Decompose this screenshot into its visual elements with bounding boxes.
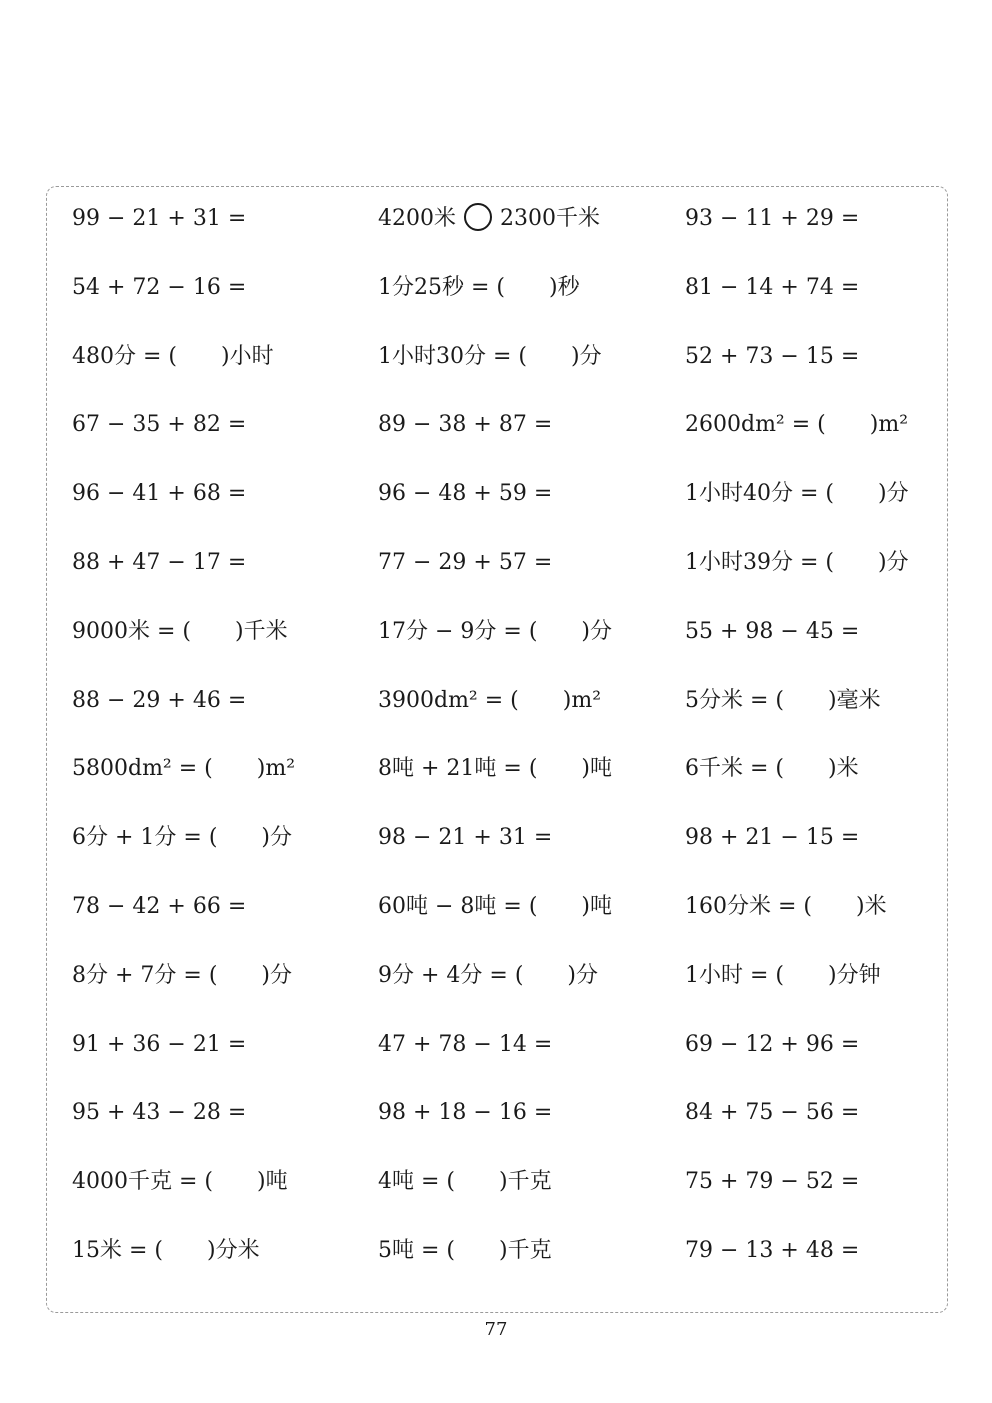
- problem-item: 6分 + 1分 = ( )分: [72, 825, 293, 851]
- problem-item: 77 − 29 + 57 =: [378, 549, 553, 575]
- problem-item: 8吨 + 21吨 = ( )吨: [378, 756, 612, 782]
- problem-item: 96 − 48 + 59 =: [378, 481, 553, 507]
- problem-row: [72, 1084, 952, 1153]
- problem-item: 99 − 21 + 31 =: [72, 206, 247, 231]
- problem-item: 4吨 = ( )千克: [378, 1169, 552, 1195]
- problem-row: [72, 809, 952, 878]
- problem-row: [72, 396, 952, 465]
- problem-row: [72, 740, 952, 809]
- problem-item: 480分 = ( )小时: [72, 343, 274, 369]
- problem-item: 79 − 13 + 48 =: [685, 1237, 860, 1263]
- problem-item: 69 − 12 + 96 =: [685, 1031, 860, 1057]
- problem-item: 93 − 11 + 29 =: [685, 206, 860, 231]
- problem-item: 55 + 98 − 45 =: [685, 618, 860, 644]
- problem-row: [72, 465, 952, 534]
- comparison-left: 4200米: [378, 206, 456, 231]
- problem-item: 88 + 47 − 17 =: [72, 549, 247, 575]
- problem-item: 81 − 14 + 74 =: [685, 274, 860, 300]
- problem-row: [72, 534, 952, 603]
- problem-row: [72, 1222, 952, 1291]
- problem-row: [72, 672, 952, 741]
- problem-item: 1小时40分 = ( )分: [685, 481, 909, 507]
- comparison-circle-blank[interactable]: [464, 203, 492, 231]
- problem-item: 1小时30分 = ( )分: [378, 343, 602, 369]
- problem-item: 17分 − 9分 = ( )分: [378, 618, 612, 644]
- problem-item: 84 + 75 − 56 =: [685, 1100, 860, 1126]
- problem-item: 89 − 38 + 87 =: [378, 412, 553, 438]
- problem-item: 98 + 21 − 15 =: [685, 825, 860, 851]
- problem-item: 5分米 = ( )毫米: [685, 687, 881, 713]
- problem-item: 88 − 29 + 46 =: [72, 687, 247, 713]
- problem-item: 78 − 42 + 66 =: [72, 893, 247, 919]
- problem-item: 67 − 35 + 82 =: [72, 412, 247, 438]
- problem-item: 98 + 18 − 16 =: [378, 1100, 553, 1126]
- problem-item: 3900dm² = ( )m²: [378, 687, 602, 713]
- problem-item: 8分 + 7分 = ( )分: [72, 962, 293, 988]
- problem-item: 160分米 = ( )米: [685, 893, 887, 919]
- problem-row: [72, 328, 952, 397]
- problem-row: [72, 603, 952, 672]
- problem-row: [72, 1016, 952, 1085]
- problem-item: 1分25秒 = ( )秒: [378, 274, 580, 300]
- problem-item: 91 + 36 − 21 =: [72, 1031, 247, 1057]
- problem-row: [72, 1153, 952, 1222]
- problem-item: 54 + 72 − 16 =: [72, 274, 247, 300]
- problem-item: 96 − 41 + 68 =: [72, 481, 247, 507]
- problem-item: 5800dm² = ( )m²: [72, 756, 296, 782]
- problem-item: 75 + 79 − 52 =: [685, 1169, 860, 1195]
- problem-item: 9000米 = ( )千米: [72, 618, 288, 644]
- comparison-right: 2300千米: [500, 206, 600, 231]
- problem-item: 9分 + 4分 = ( )分: [378, 962, 599, 988]
- problem-item: 47 + 78 − 14 =: [378, 1031, 553, 1057]
- page-number: 77: [484, 1319, 508, 1340]
- problem-row: [72, 878, 952, 947]
- problem-grid: [72, 190, 952, 1291]
- problem-item: 60吨 − 8吨 = ( )吨: [378, 893, 612, 919]
- problem-item: 95 + 43 − 28 =: [72, 1100, 247, 1126]
- problem-item: 2600dm² = ( )m²: [685, 412, 909, 438]
- problem-row: [72, 190, 952, 259]
- problem-item: 15米 = ( )分米: [72, 1237, 260, 1263]
- problem-item: 1小时 = ( )分钟: [685, 962, 881, 988]
- problem-row: [72, 259, 952, 328]
- problem-item: 98 − 21 + 31 =: [378, 825, 553, 851]
- problem-item: 6千米 = ( )米: [685, 756, 859, 782]
- comparison-problem: [378, 204, 600, 234]
- problem-item: 1小时39分 = ( )分: [685, 549, 909, 575]
- problem-item: 52 + 73 − 15 =: [685, 343, 860, 369]
- problem-row: [72, 947, 952, 1016]
- problem-item: 4000千克 = ( )吨: [72, 1169, 288, 1195]
- problem-item: 5吨 = ( )千克: [378, 1237, 552, 1263]
